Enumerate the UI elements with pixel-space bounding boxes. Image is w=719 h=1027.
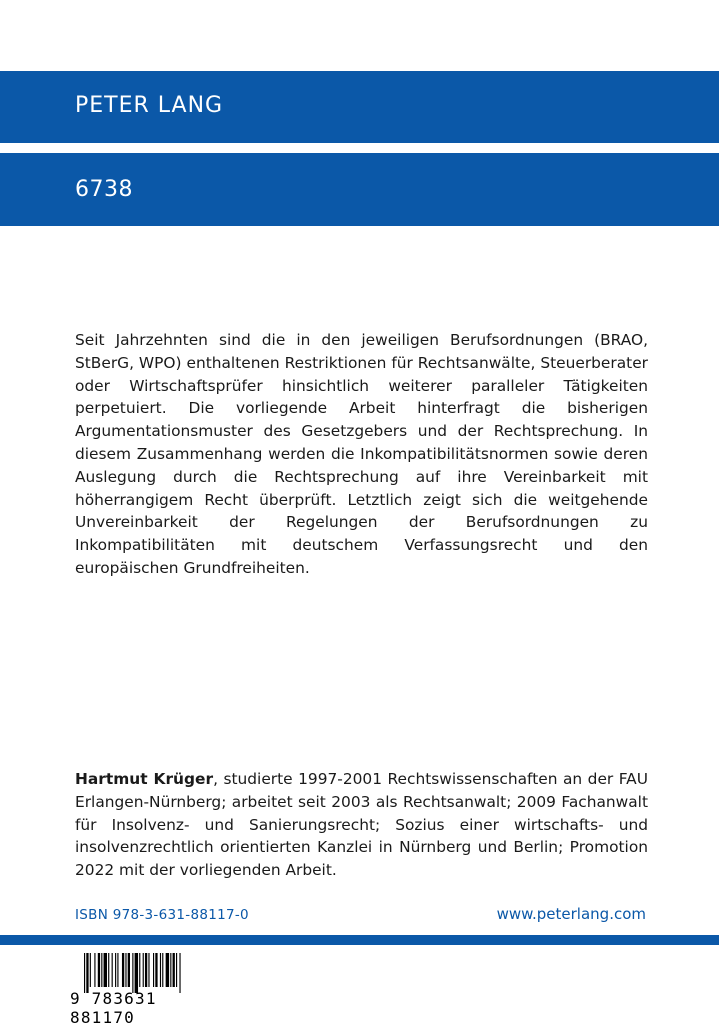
barcode-bar [90,953,91,987]
barcode-bar [101,953,102,987]
isbn-label: ISBN 978-3-631-88117-0 [75,907,249,923]
barcode [70,953,226,1027]
barcode-bar [104,953,107,987]
barcode-bar [155,953,157,987]
barcode-bar [84,953,85,993]
barcode-bar [170,953,171,987]
barcode-bar [86,953,88,993]
barcode-bar [117,953,118,987]
publisher-website-link[interactable]: www.peterlang.com [496,905,646,923]
author-name: Hartmut Krüger [75,770,214,788]
barcode-bar [112,953,113,987]
barcode-bar [135,953,138,993]
barcode-bar [98,953,100,987]
barcode-bar [108,953,109,987]
barcode-bar [173,953,175,987]
barcode-bar [125,953,126,987]
barcode-bar [115,953,116,987]
barcode-bar [132,953,133,993]
barcode-bar [162,953,163,987]
barcode-bar [94,953,95,987]
barcode-bar [145,953,147,987]
barcode-bar [160,953,161,987]
publisher-band [0,71,719,143]
barcode-bar [179,953,180,993]
barcode-bar [122,953,124,987]
barcode-bar [176,953,177,987]
barcode-bars [70,953,226,993]
bottom-band [0,935,719,945]
barcode-bar [139,953,140,987]
barcode-bar [143,953,144,987]
series-number: 6738 [75,177,133,202]
barcode-bar [153,953,154,987]
series-band [0,153,719,226]
barcode-bar [166,953,169,987]
book-description: Seit Jahrzehnten sind die in den jeweiligen Berufsordnungen (BRAO, StBerG, WPO) enthaltenen Restriktionen für Rechtsanwälte, Steuerberater oder Wirtschaftsprüfer hinsichtlich weiterer paralleler Tätigkeiten perpetuiert. Die vorliegende Arbeit hinterfragt die bisherigen Argumentationsmuster des Gesetzgebers und der Rechtsprechung. In diesem Zusammenhang werden die Inkompatibilitätsnormen sowie deren Auslegung durch die Rechtsprechung auf ihre Vereinbarkeit mit höherrangigem Recht überprüft. Letztlich zeigt sich die weitgehende Unvereinbarkeit der Regelungen der Berufsordnungen zu Inkompatibilitäten mit deutschem Verfassungsrecht und den europäischen Grundfreiheiten. [75,331,648,577]
author-bio-text: , studierte 1997-2001 Rechtswissenschaften an der FAU Erlangen-Nürnberg; arbeitet seit 2003 als Rechtsanwalt; 2009 Fachanwalt für Insolvenz- und Sanierungsrecht; Sozius einer wirtschafts- und insolvenzrechtlich orientierten Kanzlei in Nürnberg und Berlin; Promotion 2022 mit der vorliegenden Arbeit. [75,770,648,880]
barcode-bar [128,953,130,987]
barcode-digits: 9 783631 881170 [70,989,157,1027]
barcode-bar [148,953,149,987]
author-bio [75,768,648,882]
publisher-name: PETER LANG [75,93,224,118]
